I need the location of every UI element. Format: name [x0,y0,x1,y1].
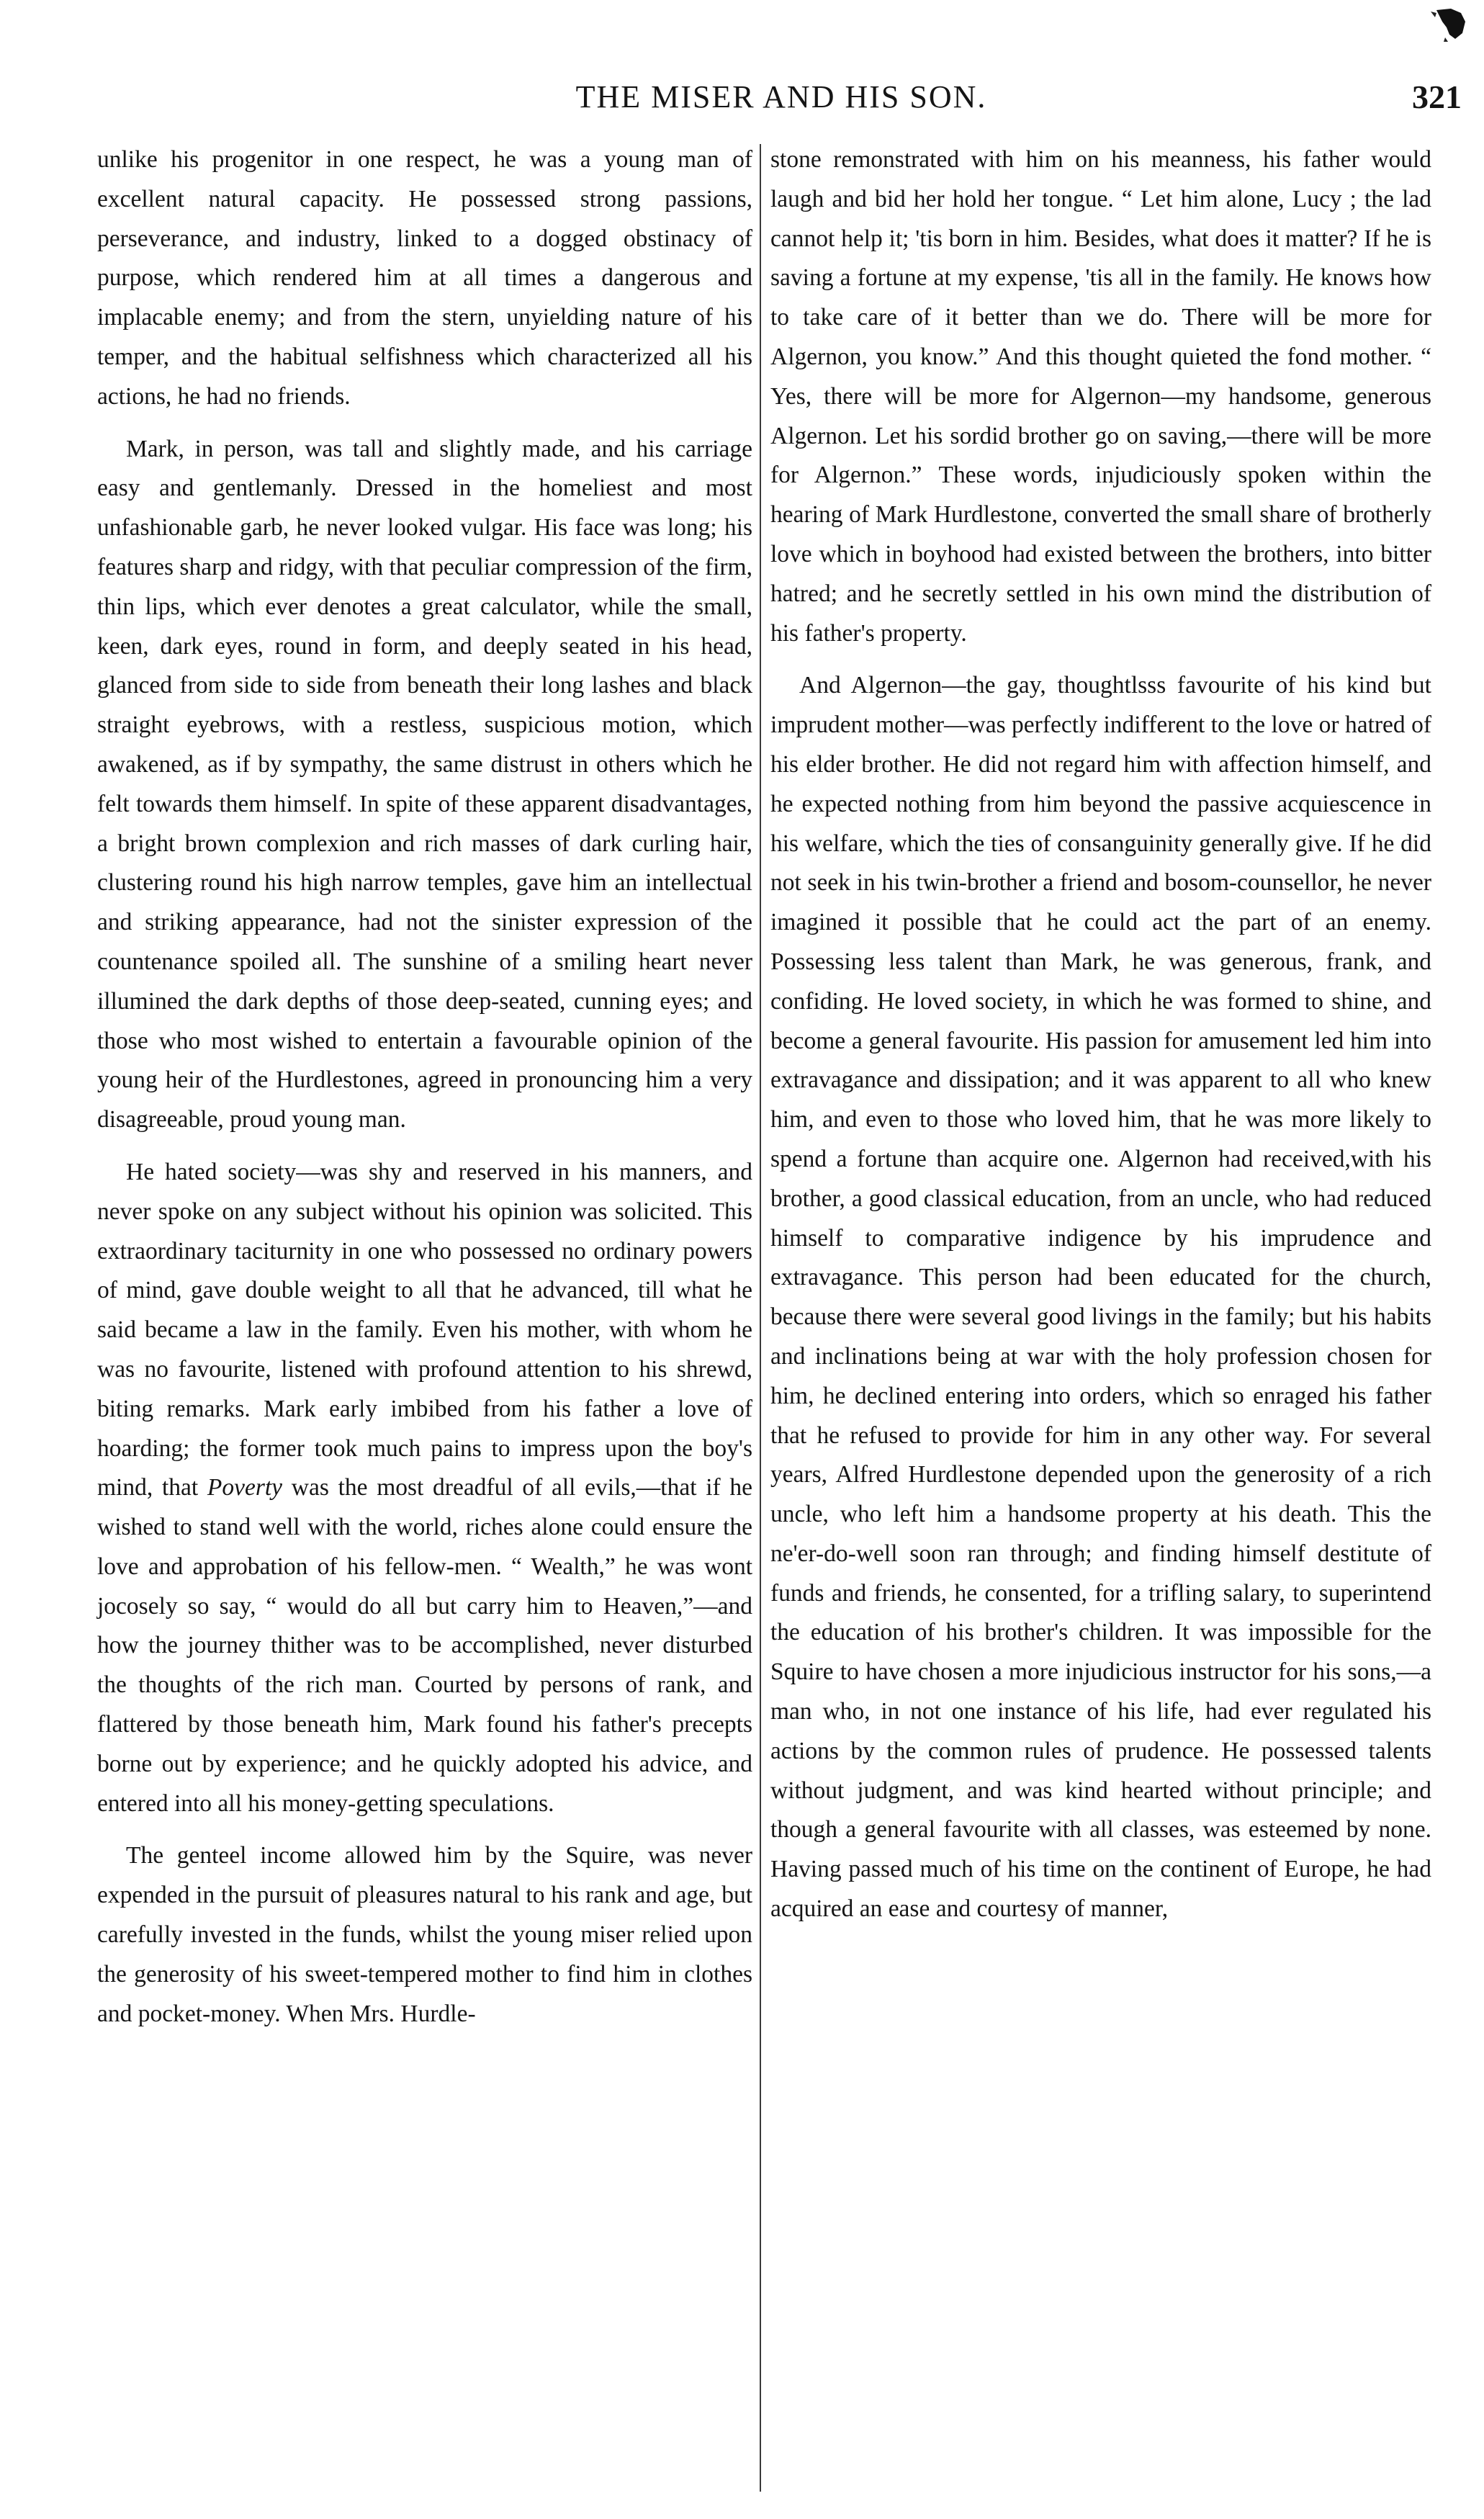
paragraph [97,1153,752,1824]
right-column [770,140,1431,1942]
paragraph: The genteel income allowed him by the Squire, was never expended in the pursuit of pleasures natural to his rank and age, but carefully invested in the funds, whilst the young miser relied upon the generosity of his sweet-tempered mother to find him in clothes and pocket-money. When Mrs. Hurdle- [97,1842,752,2027]
paragraph: stone remonstrated with him on his meanness, his father would laugh and bid her hold her tongue. “ Let him alone, Lucy ; the lad cannot help it; 'tis born in him. Besides, what does it matter? If he is saving a fortune at my expense, 'tis all in the family. He knows how to take care of it better than we do. There will be more for Algernon, you know.” And this thought quieted the fond mother. “ Yes, there will be more for Algernon—my handsome, generous Algernon. Let his sordid brother go on saving,—there will be more for Algernon.” These words, injudiciously spoken within the hearing of Mark Hurdlestone, converted the small share of brotherly love which in boyhood had existed between the brothers, into bitter hatred; and he secretly settled in his own mind the distribution of his father's property. [770,146,1431,647]
page-number: 321 [1412,78,1462,115]
paragraph-text: He hated society—was shy and reserved in his manners, and never spoke on any subject without his opinion was solicited. This extraordinary taciturnity in one who possessed no ordinary powers of mind, gave double weight to all that he advanced, till what he said became a law in the family. Even his mother, with whom he was no favourite, listened with profound attention to his shrewd, biting remarks. Mark early imbibed from his father a love of hoarding; the former took much pains to impress upon the boy's mind, that [97,1158,752,1501]
paragraph: unlike his progenitor in one respect, he was a young man of excellent natural capacity. He possessed strong passions, perseverance, and industry, linked to a dogged obstinacy of purpose, which rendered him at all times a dangerous and implacable enemy; and from the stern, unyielding nature of his temper, and the habitual selfishness which characterized all his actions, he had no friends. [97,146,752,410]
ink-blot-mark [1429,6,1471,43]
italic-word: Poverty [207,1474,283,1501]
paragraph: And Algernon—the gay, thoughtlsss favourite of his kind but imprudent mother—was perfectly indifferent to the love or hatred of his elder brother. He did not regard him with affection himself, and he expected nothing from him beyond the passive acquiescence in his welfare, which the ties of consanguinity generally give. If he did not seek in his twin-brother a friend and bosom-counsellor, he never imagined it possible that he could act the part of an enemy. Possessing less talent than Mark, he was generous, frank, and confiding. He loved society, in which he was formed to shine, and become a general favourite. His passion for amusement led him into extravagance and dissipation; and it was apparent to all who knew him, and even to those who loved him, that he was more likely to spend a fortune than acquire one. Algernon had received,with his brother, a good classical education, from an uncle, who had reduced himself to comparative indigence by his imprudence and extravagance. This person had been educated for the church, because there were several good livings in the family; but his habits and inclinations being at war with the holy profession chosen for him, he declined entering into orders, which so enraged his father that he refused to provide for him in any other way. For several years, Alfred Hurdlestone depended upon the generosity of a rich uncle, who left him a handsome property at his death. This the ne'er-do-well soon ran through; and finding himself destitute of funds and friends, he consented, for a trifling salary, to superintend the education of his brother's children. It was impossible for the Squire to have chosen a more injudicious instructor for his sons,—a man who, in not one instance of his life, had ever regulated his actions by the common rules of prudence. He possessed talents without judgment, and was kind hearted without principle; and though a general favourite with all classes, was esteemed by none. Having passed much of his time on the continent of Europe, he had acquired an ease and courtesy of manner, [770,672,1431,1923]
running-header [72,72,1462,122]
paragraph: Mark, in person, was tall and slightly made, and his carriage easy and gentlemanly. Dressed in the homeliest and most unfashionable garb, he never looked vulgar. His face was long; his features sharp and ridgy, with that peculiar compression of the firm, thin lips, which ever denotes a great calculator, while the small, keen, dark eyes, round in form, and deeply seated in his head, glanced from side to side from beneath their long lashes and black straight eyebrows, with a restless, suspicious motion, which awakened, as if by sympathy, the same distrust in others which he felt towards them himself. In spite of these apparent disadvantages, a bright brown complexion and rich masses of dark curling hair, clustering round his high narrow temples, gave him an intellectual and striking appearance, had not the sinister expression of the countenance spoiled all. The sunshine of a smiling heart never illumined the dark depths of those deep-seated, cunning eyes; and those who most wished to entertain a favourable opinion of the young heir of the Hurdlestones, agreed in pronouncing him a very disagreeable, proud young man. [97,435,752,1133]
left-column [97,140,752,2047]
paragraph-text: was the most dreadful of all evils,—that if he wished to stand well with the world, riches alone could ensure the love and approbation of his fellow-men. “ Wealth,” he was wont jocosely so say, “ would do all but carry him to Heaven,”—and how the journey thither was to be accomplished, never disturbed the thoughts of the rich man. Courted by persons of rank, and flattered by those beneath him, Mark found his father's precepts borne out by experience; and he quickly adopted his advice, and entered into all his money-getting speculations. [97,1474,753,1817]
page-title: THE MISER AND HIS SON. [575,79,987,114]
column-divider [760,144,761,2492]
